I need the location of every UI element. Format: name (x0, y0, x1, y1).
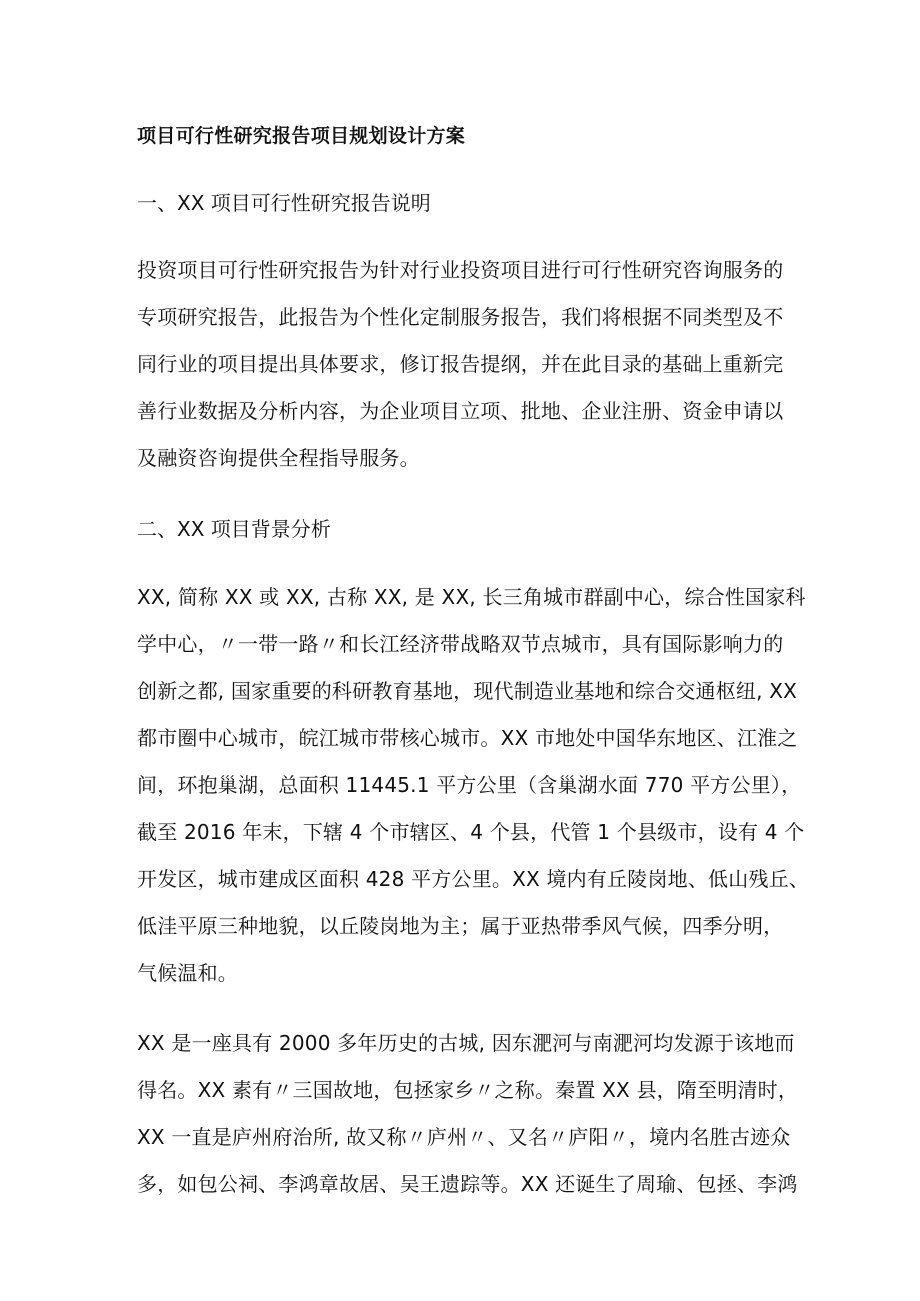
paragraph-line: 善行业数据及分析内容，为企业项目立项、批地、企业注册、资金申请以 (137, 399, 784, 423)
document-title: 项目可行性研究报告项目规划设计方案 (137, 125, 466, 147)
paragraph-line: 投资项目可行性研究报告为针对行业投资项目进行可行性研究咨询服务的 (137, 258, 784, 282)
paragraph-line: 低洼平原三种地貌，以丘陵岗地为主；属于亚热带季风气候，四季分明， (137, 914, 784, 938)
section-heading-1: 一、XX 项目可行性研究报告说明 (137, 191, 431, 215)
paragraph-line: 及融资咨询提供全程指导服务。 (137, 446, 420, 470)
section-heading-2: 二、XX 项目背景分析 (137, 517, 331, 541)
paragraph-line: 截至 2016 年末，下辖 4 个市辖区、4 个县，代管 1 个县级市，设有 4 个 (137, 820, 805, 844)
paragraph-line: 创新之都, 国家重要的科研教育基地，现代制造业基地和综合交通枢纽, XX (137, 679, 798, 703)
paragraph-line: XX 是一座具有 2000 多年历史的古城, 因东淝河与南淝河均发源于该地而 (137, 1031, 795, 1055)
paragraph-line: 都市圈中心城市，皖江城市带核心城市。XX 市地处中国华东地区、江淮之 (137, 726, 798, 750)
paragraph-line: XX, 简称 XX 或 XX, 古称 XX, 是 XX, 长三角城市群副中心，综合性国家科 (137, 585, 806, 609)
paragraph-line: 多，如包公祠、李鸿章故居、吴王遗踪等。XX 还诞生了周瑜、包拯、李鸿 (137, 1172, 798, 1196)
paragraph-line: 得名。XX 素有〃三国故地，包拯家乡〃之称。秦置 XX 县，隋至明清时， (137, 1078, 799, 1102)
paragraph-line: 同行业的项目提出具体要求，修订报告提纲，并在此目录的基础上重新完 (137, 352, 784, 376)
paragraph-line: XX 一直是庐州府治所, 故又称〃庐州〃、又名〃庐阳〃，境内名胜古迹众 (137, 1125, 791, 1149)
paragraph-line: 学中心，〃一带一路〃和长江经济带战略双节点城市，具有国际影响力的 (137, 632, 784, 656)
paragraph-line: 专项研究报告，此报告为个性化定制服务报告，我们将根据不同类型及不 (137, 305, 784, 329)
paragraph-line: 气候温和。 (137, 961, 238, 985)
paragraph-line: 开发区，城市建成区面积 428 平方公里。XX 境内有丘陵岗地、低山残丘、 (137, 867, 810, 891)
paragraph-line: 间，环抱巢湖，总面积 11445.1 平方公里（含巢湖水面 770 平方公里）， (137, 773, 802, 797)
